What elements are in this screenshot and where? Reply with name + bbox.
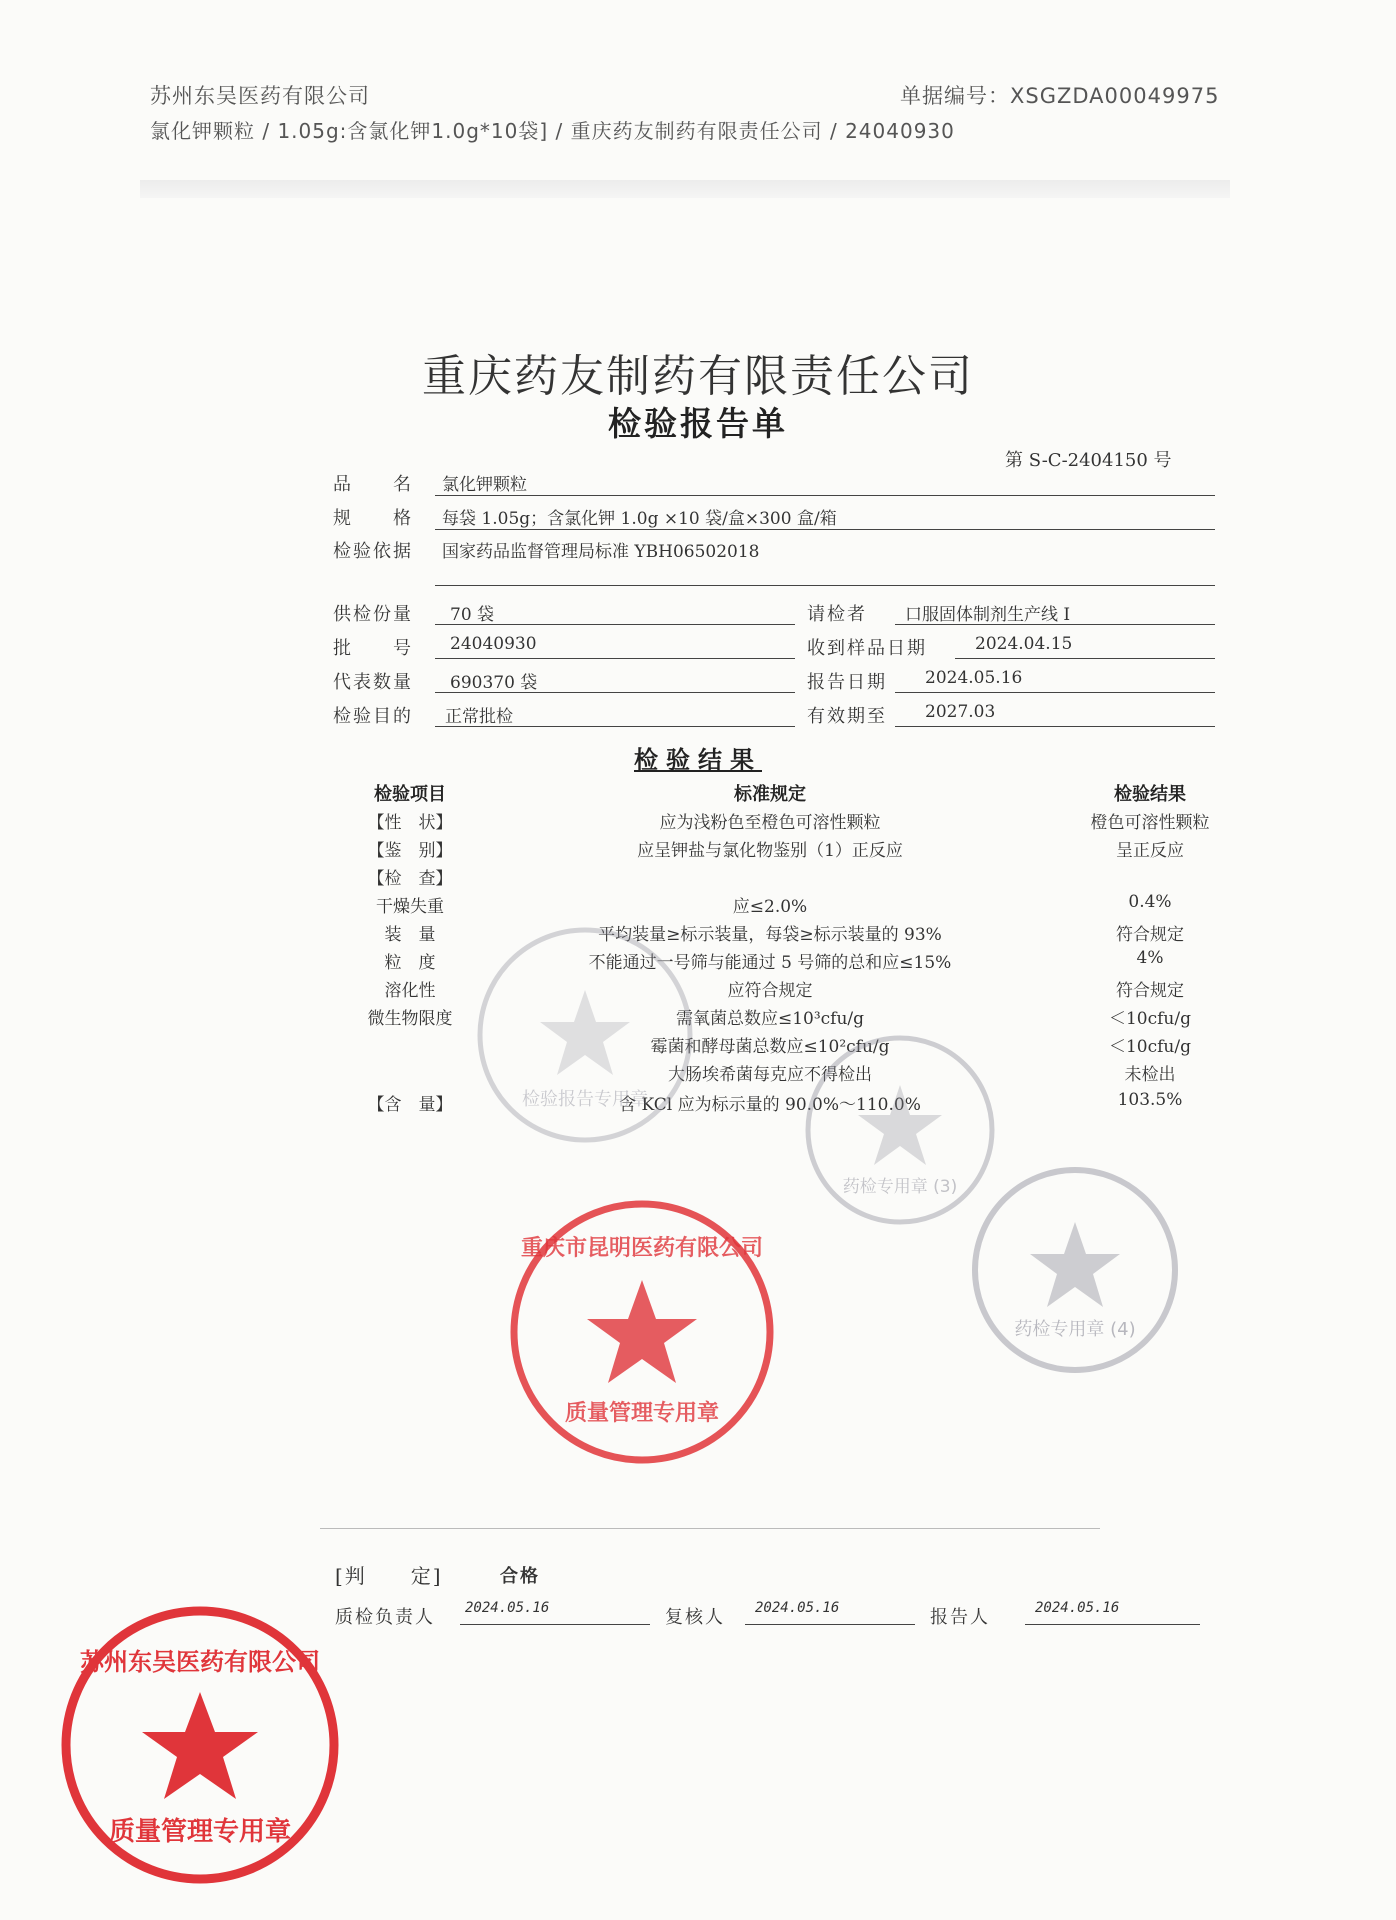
row-result: 符合规定	[1116, 925, 1184, 945]
red-stamp-middle-text: 重庆市昆明医药有限公司	[520, 1236, 764, 1261]
batch-label: 批 号	[333, 638, 413, 659]
rep-qty-value: 690370 袋	[450, 673, 538, 693]
report-number: 第 S-C-2404150 号	[1005, 450, 1172, 471]
red-stamp-dongwu	[55, 1600, 345, 1890]
row-std: 平均装量≥标示装量，每袋≥标示装量的 93%	[598, 925, 942, 945]
row-result: 呈正反应	[1116, 841, 1184, 861]
row-result: 103.5%	[1117, 1090, 1183, 1110]
row-std: 应符合规定	[727, 981, 813, 1001]
header-company: 苏州东吴医药有限公司	[150, 84, 370, 108]
expiry-underline	[895, 726, 1215, 727]
reporter-underline	[1025, 1624, 1200, 1625]
row-result: 橙色可溶性颗粒	[1090, 813, 1210, 833]
report-company-title: 重庆药友制药有限责任公司	[422, 351, 974, 402]
red-stamp-quality-middle	[505, 1195, 780, 1470]
scan-artifact-band	[140, 180, 1230, 198]
product-underline	[435, 495, 1215, 496]
requester-value: 口服固体制剂生产线 I	[905, 605, 1071, 625]
spec-label: 规 格	[333, 508, 413, 529]
header-doc-no-value: XSGZDA00049975	[1010, 84, 1220, 108]
row-std: 应呈钾盐与氯化物鉴别（1）正反应	[637, 841, 903, 861]
expiry-label: 有效期至	[807, 706, 887, 727]
row-std: 含 KCl 应为标示量的 90.0%～110.0%	[619, 1095, 921, 1115]
row-std: 大肠埃希菌每克应不得检出	[668, 1065, 872, 1085]
rep-qty-label: 代表数量	[333, 672, 413, 693]
basis-value: 国家药品监督管理局标准 YBH06502018	[442, 542, 760, 562]
row-item: 【性 状】	[367, 813, 453, 833]
gray-stamp-4-text: 药检专用章 (4)	[1014, 1319, 1136, 1340]
batch-value: 24040930	[450, 634, 537, 654]
verdict-value: 合格	[500, 1566, 540, 1587]
qc-underline	[460, 1624, 650, 1625]
purpose-underline	[435, 726, 795, 727]
row-result: 符合规定	[1116, 981, 1184, 1001]
gray-stamp-3-text: 药检专用章 (3)	[842, 1177, 958, 1197]
section-divider	[320, 1528, 1100, 1529]
basis-label: 检验依据	[333, 541, 413, 562]
review-label: 复核人	[665, 1607, 725, 1628]
reporter-label: 报告人	[930, 1607, 990, 1628]
row-item: 溶化性	[384, 981, 436, 1001]
report-date-value: 2024.05.16	[925, 668, 1023, 688]
report-title: 检验报告单	[608, 404, 788, 443]
row-std: 应≤2.0%	[732, 897, 808, 917]
header-doc-no	[900, 80, 1219, 110]
requester-underline	[895, 624, 1215, 625]
col-header-std: 标准规定	[734, 784, 806, 805]
review-underline	[745, 1624, 915, 1625]
row-item: 粒 度	[384, 953, 436, 973]
qc-label: 质检负责人	[335, 1607, 435, 1628]
spec-underline	[435, 529, 1215, 530]
product-label: 品 名	[333, 474, 413, 495]
verdict-label: [判 定]	[335, 1564, 443, 1588]
col-header-item: 检验项目	[374, 784, 446, 805]
row-result: 4%	[1136, 948, 1164, 968]
row-item: 【含 量】	[367, 1095, 453, 1115]
report-date-label: 报告日期	[807, 672, 887, 693]
row-item: 干燥失重	[376, 897, 444, 917]
row-result: 0.4%	[1128, 892, 1172, 912]
expiry-value: 2027.03	[925, 702, 996, 722]
row-std: 霉菌和酵母菌总数应≤10²cfu/g	[650, 1037, 890, 1057]
spec-value: 每袋 1.05g；含氯化钾 1.0g ×10 袋/盒×300 盒/箱	[442, 509, 837, 529]
basis-underline	[435, 585, 1215, 586]
rep-qty-underline	[435, 692, 795, 693]
review-signature: 2024.05.16	[755, 1600, 840, 1616]
row-result: ＜10cfu/g	[1108, 1037, 1191, 1057]
purpose-value: 正常批检	[445, 707, 513, 727]
red-stamp-middle-sub: 质量管理专用章	[564, 1401, 720, 1426]
sample-qty-value: 70 袋	[450, 605, 495, 625]
purpose-label: 检验目的	[333, 706, 413, 727]
gray-stamp-4	[965, 1160, 1185, 1380]
row-std: 不能通过一号筛与能通过 5 号筛的总和应≤15%	[588, 953, 952, 973]
row-std: 需氧菌总数应≤10³cfu/g	[675, 1009, 865, 1029]
received-underline	[955, 658, 1215, 659]
header-doc-no-label: 单据编号：	[900, 84, 1010, 108]
gray-stamp-1	[470, 920, 700, 1150]
col-header-result: 检验结果	[1114, 784, 1186, 805]
results-title: 检验结果	[634, 745, 762, 774]
red-stamp-dongwu-sub: 质量管理专用章	[108, 1817, 292, 1847]
reporter-signature: 2024.05.16	[1035, 1600, 1120, 1616]
qc-signature: 2024.05.16	[465, 1600, 550, 1616]
report-date-underline	[895, 692, 1215, 693]
received-label: 收到样品日期	[807, 638, 927, 659]
received-value: 2024.04.15	[975, 634, 1073, 654]
requester-label: 请检者	[807, 604, 867, 625]
row-item: 装 量	[384, 925, 436, 945]
sample-qty-label: 供检份量	[333, 604, 413, 625]
row-item: 微生物限度	[367, 1009, 453, 1029]
row-item: 【鉴 别】	[367, 841, 453, 861]
row-result: 未检出	[1124, 1065, 1176, 1085]
red-stamp-dongwu-text: 苏州东吴医药有限公司	[80, 1648, 320, 1676]
gray-stamp-1-text: 检验报告专用章	[522, 1089, 648, 1110]
row-item: 【检 查】	[367, 869, 453, 889]
batch-underline	[435, 658, 795, 659]
row-result: ＜10cfu/g	[1108, 1009, 1191, 1029]
sample-qty-underline	[435, 624, 795, 625]
header-product-line: 氯化钾颗粒 / 1.05g:含氯化钾1.0g*10袋] / 重庆药友制药有限责任公司 / 24040930	[150, 119, 955, 143]
row-std: 应为浅粉色至橙色可溶性颗粒	[659, 813, 881, 833]
product-value: 氯化钾颗粒	[442, 475, 527, 495]
